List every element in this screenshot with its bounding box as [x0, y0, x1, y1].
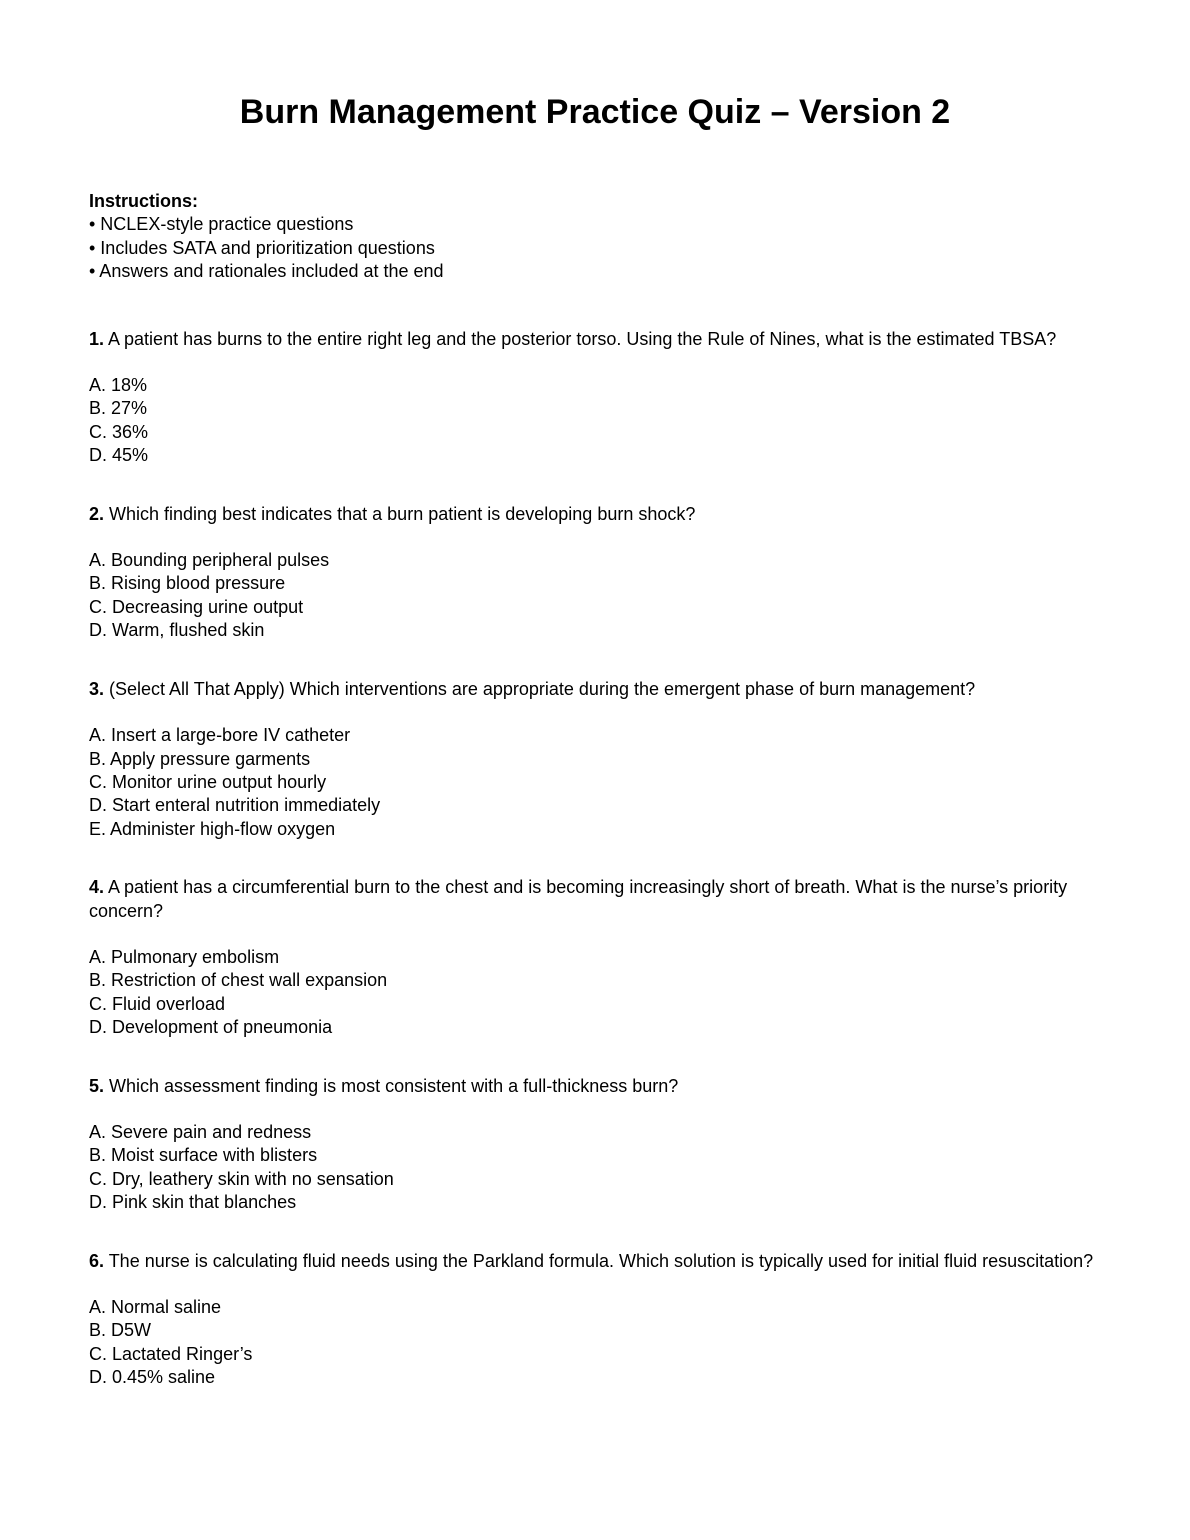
- question-stem: [89, 1250, 1099, 1273]
- answer-option: A. 18%: [89, 375, 148, 396]
- instruction-item: • Includes SATA and prioritization questions: [89, 237, 435, 258]
- answer-options: [89, 549, 1099, 643]
- question-number: 3.: [89, 678, 105, 699]
- instructions-heading: Instructions:: [89, 191, 199, 211]
- answer-option: E. Administer high-flow oxygen: [89, 818, 336, 839]
- answer-option: A. Normal saline: [89, 1297, 222, 1317]
- question-stem: [89, 678, 1099, 701]
- answer-option: A. Bounding peripheral pulses: [89, 550, 330, 571]
- question-4: [89, 876, 1099, 1039]
- answer-option: B. Moist surface with blisters: [89, 1145, 318, 1166]
- question-1: [89, 328, 1099, 468]
- question-stem: [89, 1075, 1099, 1098]
- question-stem: [89, 876, 1099, 923]
- answer-option: B. D5W: [89, 1320, 152, 1341]
- question-number: 6.: [89, 1250, 105, 1271]
- question-text: Which finding best indicates that a burn patient is developing burn shock?: [104, 503, 696, 524]
- instructions-section: [89, 190, 1099, 284]
- answer-option: B. Apply pressure garments: [89, 748, 311, 769]
- answer-options: [89, 1296, 1099, 1390]
- question-3: [89, 678, 1099, 841]
- answer-option: D. Development of pneumonia: [89, 1017, 333, 1038]
- answer-option: B. 27%: [89, 398, 148, 419]
- question-6: [89, 1250, 1099, 1390]
- answer-option: D. 0.45% saline: [89, 1367, 216, 1388]
- answer-option: D. Warm, flushed skin: [89, 620, 265, 641]
- question-text: (Select All That Apply) Which interventions are appropriate during the emergent phase of burn management?: [104, 678, 976, 699]
- document-body: [89, 190, 1099, 1390]
- question-stem: [89, 328, 1099, 351]
- question-5: [89, 1075, 1099, 1215]
- answer-options: [89, 946, 1099, 1040]
- question-number: 4.: [89, 877, 105, 898]
- page-title: Burn Management Practice Quiz – Version 2: [239, 93, 951, 131]
- question-text: A patient has burns to the entire right leg and the posterior torso. Using the Rule of Nines, what is the estimated TBSA?: [104, 328, 1057, 349]
- answer-option: B. Rising blood pressure: [89, 573, 286, 594]
- answer-option: B. Restriction of chest wall expansion: [89, 970, 388, 991]
- answer-option: C. Lactated Ringer’s: [89, 1343, 253, 1364]
- answer-option: C. Decreasing urine output: [89, 596, 304, 617]
- answer-option: C. Dry, leathery skin with no sensation: [89, 1168, 394, 1189]
- answer-option: C. Monitor urine output hourly: [89, 771, 327, 792]
- question-number: 1.: [89, 328, 105, 349]
- question-2: [89, 503, 1099, 643]
- answer-option: A. Severe pain and redness: [89, 1121, 312, 1142]
- answer-options: [89, 1121, 1099, 1215]
- question-text: The nurse is calculating fluid needs using the Parkland formula. Which solution is typically used for initial fluid resuscitation?: [104, 1250, 1094, 1271]
- answer-option: A. Pulmonary embolism: [89, 946, 280, 967]
- instructions-list: [89, 213, 1099, 283]
- answer-option: D. Start enteral nutrition immediately: [89, 795, 381, 816]
- question-number: 5.: [89, 1075, 105, 1096]
- answer-option: D. Pink skin that blanches: [89, 1192, 297, 1213]
- question-stem: [89, 503, 1099, 526]
- question-number: 2.: [89, 503, 105, 524]
- answer-option: A. Insert a large-bore IV catheter: [89, 725, 351, 746]
- answer-option: D. 45%: [89, 445, 149, 466]
- answer-option: C. 36%: [89, 421, 149, 442]
- answer-option: C. Fluid overload: [89, 993, 226, 1014]
- answer-options: [89, 724, 1099, 841]
- instruction-item: • NCLEX-style practice questions: [89, 214, 354, 235]
- question-text: Which assessment finding is most consistent with a full-thickness burn?: [104, 1075, 679, 1096]
- instruction-item: • Answers and rationales included at the end: [89, 261, 444, 282]
- answer-options: [89, 374, 1099, 468]
- question-text: A patient has a circumferential burn to the chest and is becoming increasingly short of breath. What is the nurse’s priority concern?: [89, 877, 1068, 921]
